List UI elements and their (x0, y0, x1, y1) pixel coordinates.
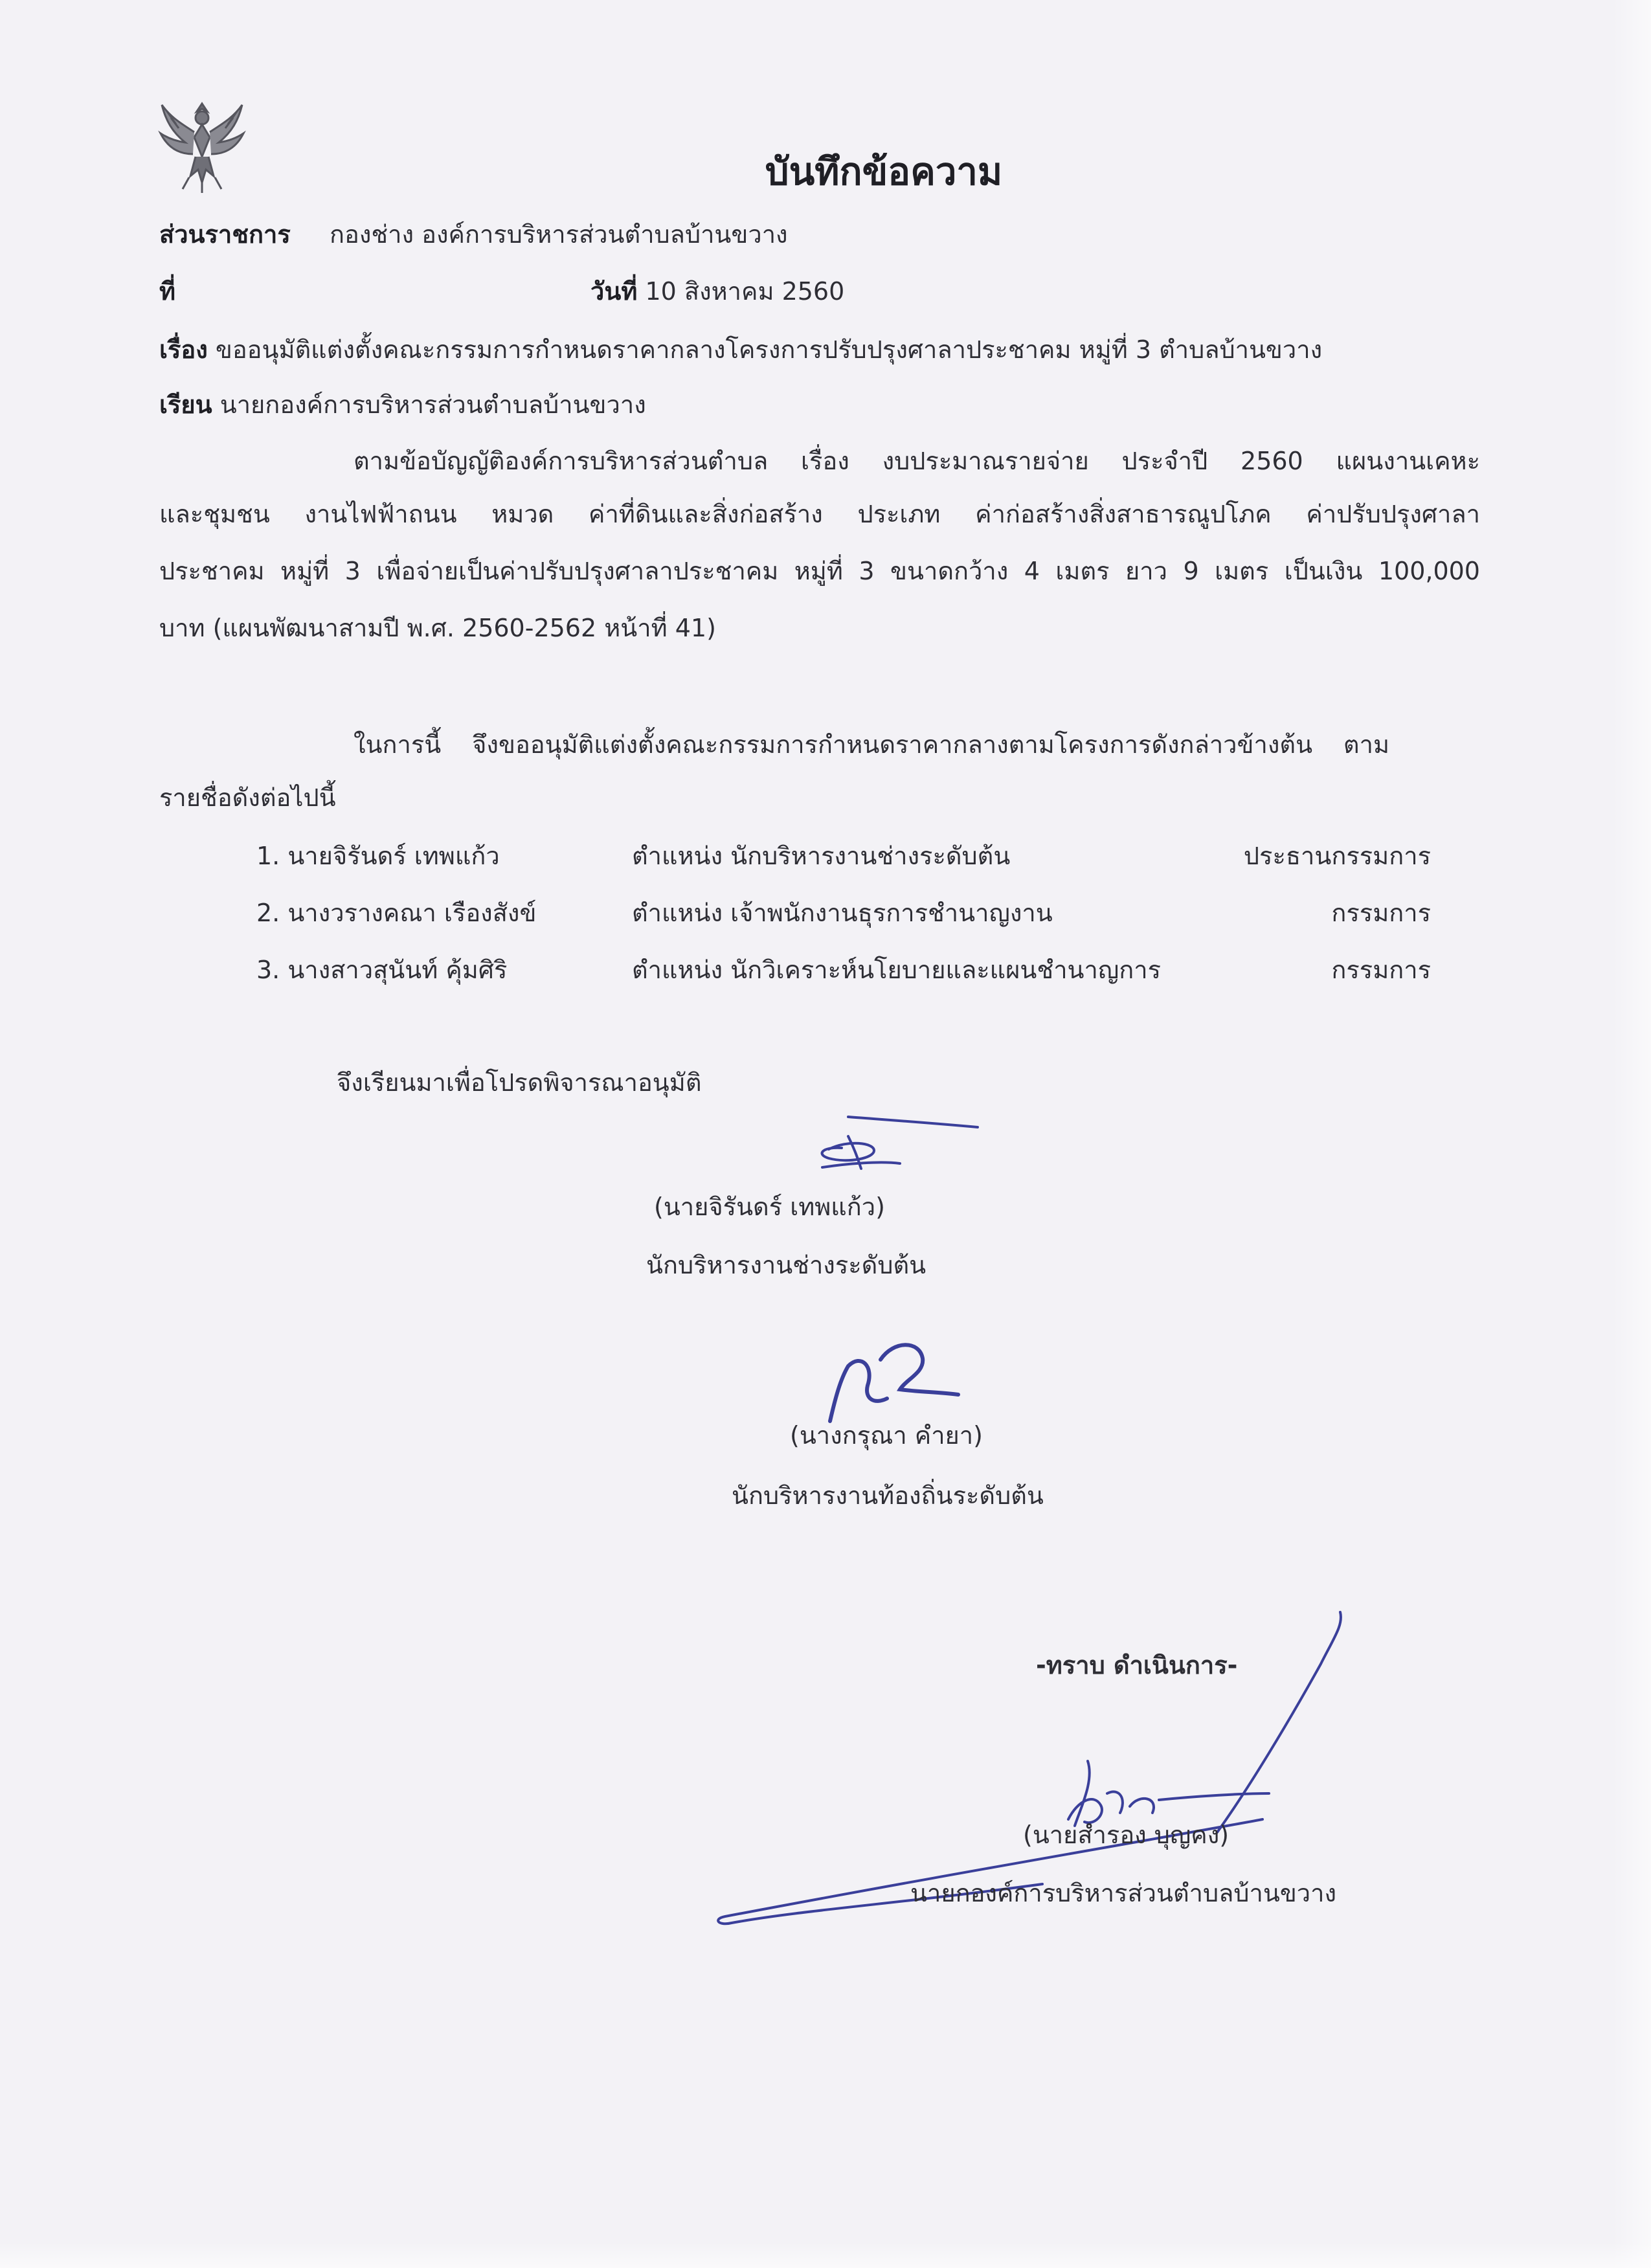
paragraph1-line3: ประชาคม หมู่ที่ 3 เพื่อจ่ายเป็นค่าปรับปรุงศาลาประชาคม หมู่ที่ 3 ขนาดกว้าง 4 เมตร ยาว 9 เมตร เป็นเงิน 100,000 (159, 557, 1480, 585)
scan-edge-right (1612, 0, 1651, 2268)
signer2-name: (นางกรุณา คำยา) (790, 1421, 983, 1450)
signer1-title: นักบริหารงานช่างระดับต้น (646, 1251, 927, 1279)
committee-position-1: ตำแหน่ง นักบริหารงานช่างระดับต้น (632, 842, 1011, 870)
committee-role-3: กรรมการ (1331, 956, 1431, 984)
date-value: 10 สิงหาคม 2560 (637, 277, 845, 306)
paragraph1-line2: และชุมชน งานไฟฟ้าถนน หมวด ค่าที่ดินและสิ่งก่อสร้าง ประเภท ค่าก่อสร้างสิ่งสาธารณูปโภค ค่าปรับปรุงศาลา (159, 500, 1480, 528)
signer1-name: (นายจิรันดร์ เทพแก้ว) (654, 1193, 885, 1221)
paragraph2-line2: รายชื่อดังต่อไปนี้ (159, 783, 336, 812)
paragraph2-line1: ในการนี้ จึงขออนุมัติแต่งตั้งคณะกรรมการกำหนดราคากลางตามโครงการดังกล่าวข้างต้น ตาม (354, 730, 1389, 759)
committee-name-1: 1. นายจิรันดร์ เทพแก้ว (256, 842, 500, 870)
committee-role-2: กรรมการ (1331, 899, 1431, 927)
subject-value: ขออนุมัติแต่งตั้งคณะกรรมการกำหนดราคากลางโครงการปรับปรุงศาลาประชาคม หมู่ที่ 3 ตำบลบ้านขวาง (207, 335, 1323, 364)
signer2-title: นักบริหารงานท้องถิ่นระดับต้น (732, 1481, 1044, 1510)
subject-label: เรื่อง (159, 335, 208, 364)
paragraph1-line1: ตามข้อบัญญัติองค์การบริหารส่วนตำบล เรื่อง งบประมาณรายจ่าย ประจำปี 2560 แผนงานเคหะ (354, 447, 1480, 475)
paragraph1-line4: บาท (แผนพัฒนาสามปี พ.ศ. 2560-2562 หน้าที่ 41) (159, 614, 716, 642)
scan-edge-bottom (0, 2242, 1651, 2268)
date-line (590, 277, 844, 307)
acknowledgement-text: -ทราบ ดำเนินการ- (1036, 1651, 1238, 1679)
signature-2-icon (809, 1327, 991, 1431)
date-label: วันที่ (590, 277, 638, 306)
agency-value: กองช่าง องค์การบริหารส่วนตำบลบ้านขวาง (330, 220, 788, 249)
committee-name-3: 3. นางสาวสุนันท์ คุ้มศิริ (256, 956, 508, 984)
to-value: นายกองค์การบริหารส่วนตำบลบ้านขวาง (212, 390, 646, 419)
agency-label: ส่วนราชการ (159, 220, 291, 249)
agency-line (159, 220, 788, 250)
closing-line: จึงเรียนมาเพื่อโปรดพิจารณาอนุมัติ (337, 1068, 702, 1097)
memo-title: บันทึกข้อความ (765, 150, 1003, 194)
signature-1-icon (751, 1104, 984, 1195)
to-line (159, 390, 646, 420)
committee-role-1: ประธานกรรมการ (1243, 842, 1431, 870)
committee-position-2: ตำแหน่ง เจ้าพนักงานธุรการชำนาญงาน (632, 899, 1053, 927)
subject-line (159, 335, 1322, 365)
signer3-name: (นายสำรอง บุญคง) (1023, 1821, 1230, 1849)
committee-position-3: ตำแหน่ง นักวิเคราะห์นโยบายและแผนชำนาญการ (632, 956, 1161, 984)
signer3-title: นายกองค์การบริหารส่วนตำบลบ้านขวาง (910, 1879, 1337, 1907)
reference-line (159, 277, 175, 307)
reference-label: ที่ (159, 277, 176, 306)
to-label: เรียน (159, 390, 212, 419)
committee-name-2: 2. นางวรางคณา เรืองสังข์ (256, 899, 537, 927)
